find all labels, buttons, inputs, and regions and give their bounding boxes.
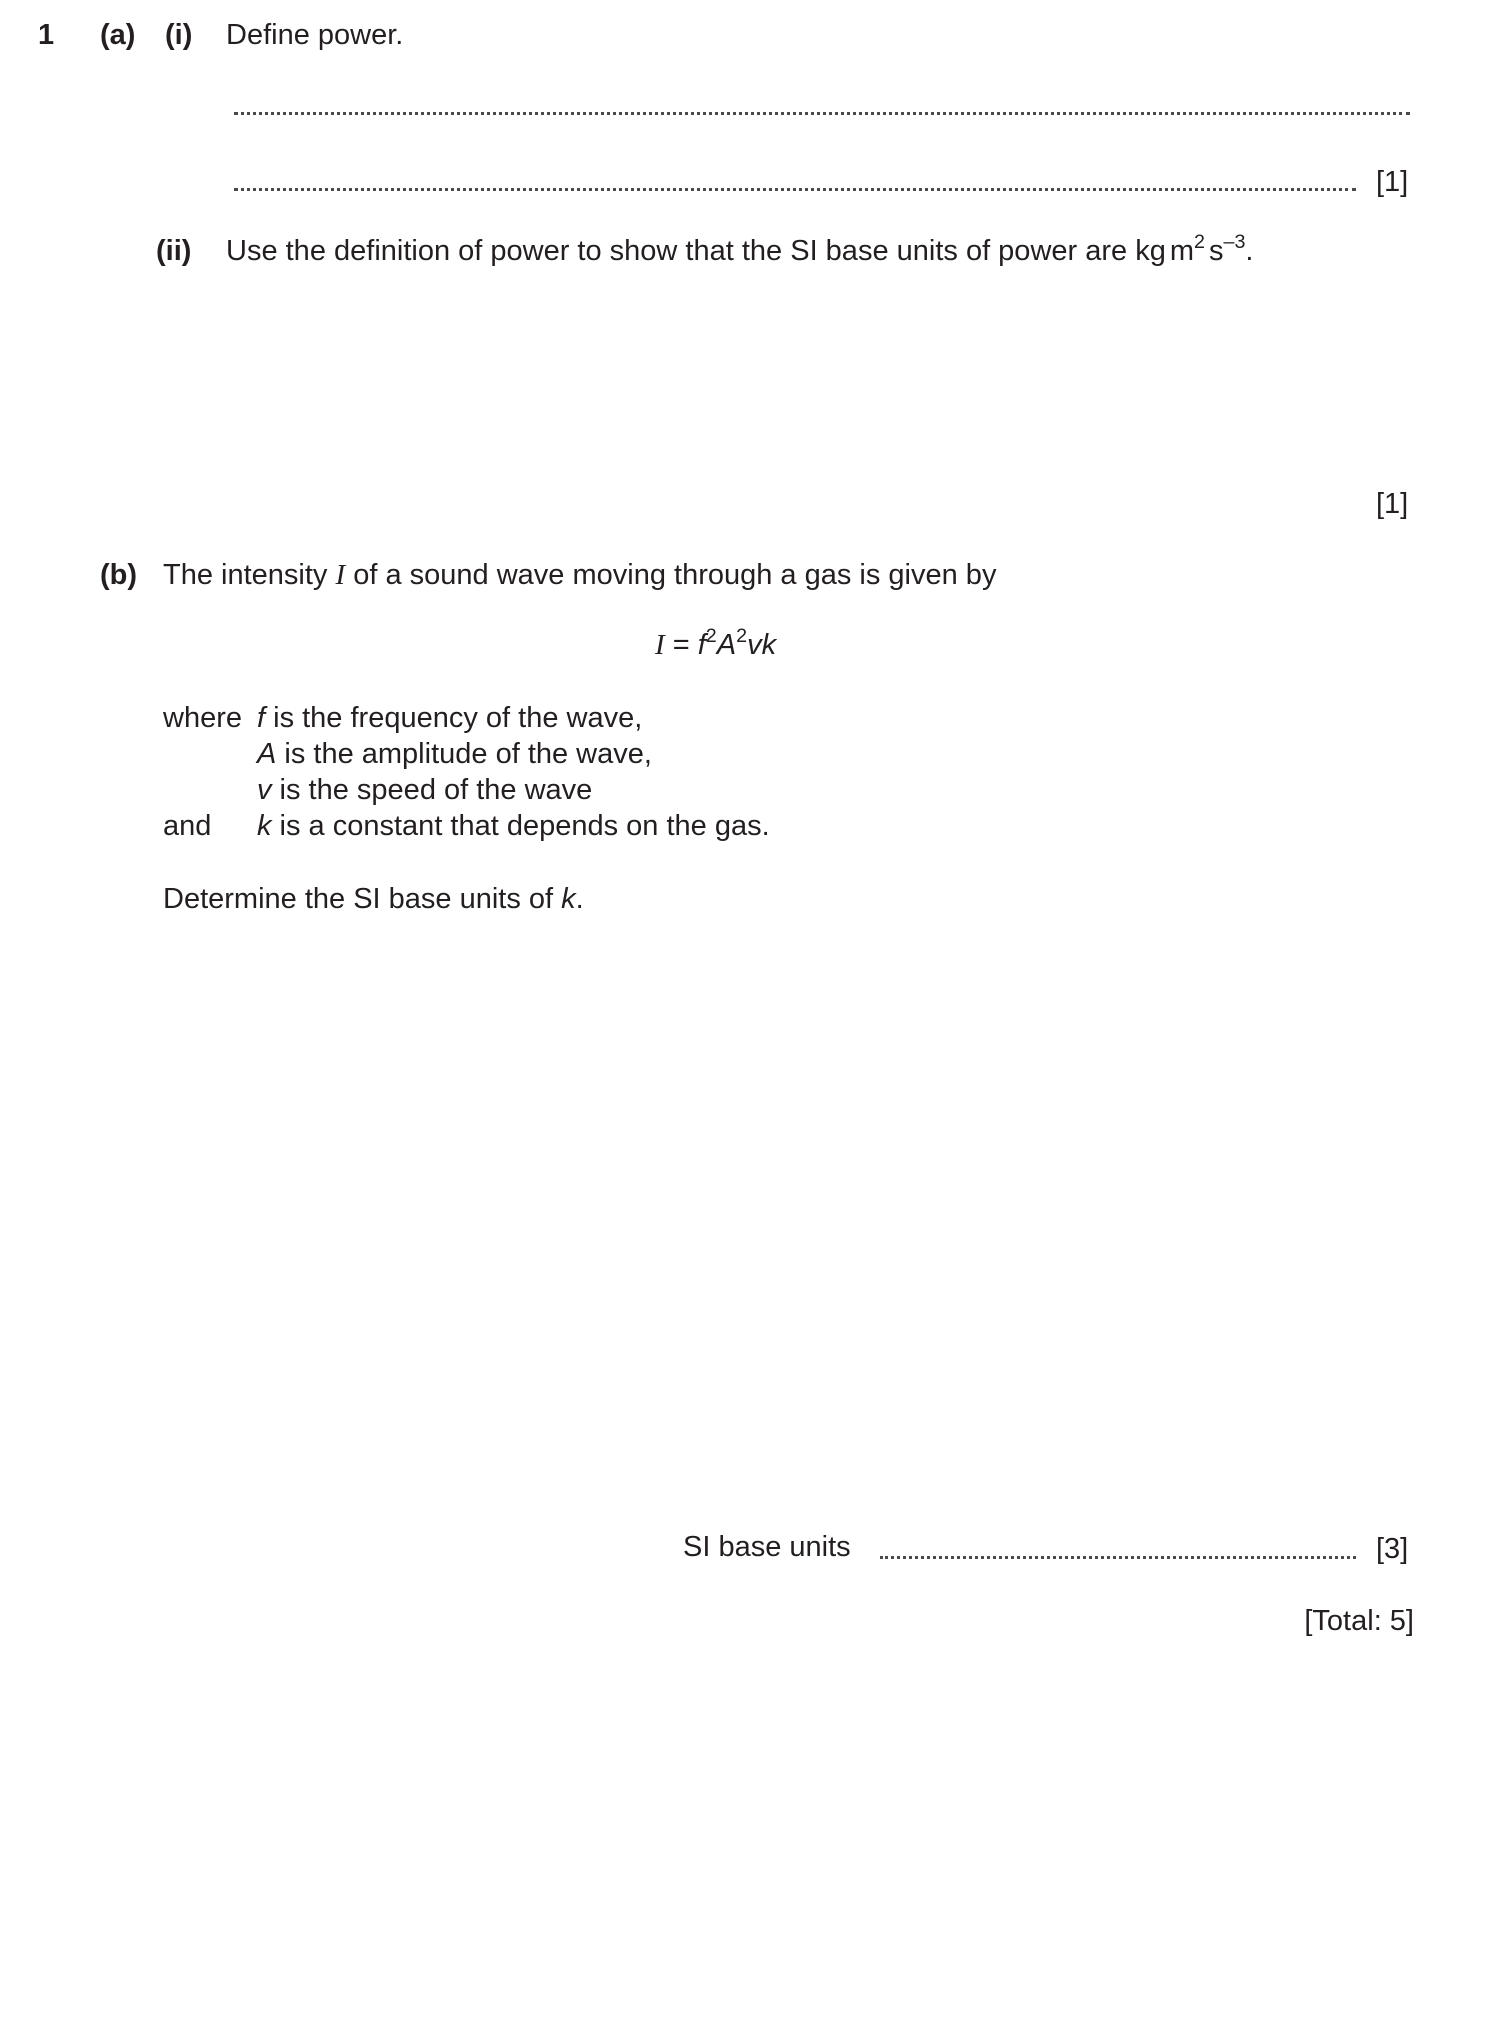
answer-line-1[interactable]: [234, 112, 1410, 115]
working-space-b[interactable]: [163, 935, 1408, 1525]
and-word: and: [163, 810, 212, 842]
answer-line-2[interactable]: [234, 188, 1356, 191]
intensity-equation: $I = f^2A^2vk$: [655, 624, 777, 661]
part-a-ii-prompt: Use the definition of power to show that the SI base units of power are kg $m^2$ $s^{-3}$.: [226, 230, 1254, 267]
si-base-units-answer-line[interactable]: [880, 1556, 1356, 1559]
part-a-i-prompt: Define power.: [226, 19, 404, 51]
part-a-ii-marks: [1]: [1376, 488, 1409, 520]
definition-k: k is a constant that depends on the gas.: [257, 810, 770, 842]
part-a-ii-label: (ii): [156, 235, 192, 267]
part-a-label: (a): [100, 19, 136, 51]
part-a-i-marks: [1]: [1376, 166, 1409, 198]
question-number: 1: [38, 19, 55, 51]
part-a-i-label: (i): [165, 19, 193, 51]
part-b-task: Determine the SI base units of k.: [163, 883, 584, 915]
part-b-intro: The intensity I of a sound wave moving through a gas is given by: [163, 559, 997, 591]
working-space-a-ii[interactable]: [226, 285, 1406, 470]
part-b-marks: [3]: [1376, 1533, 1409, 1565]
definition-a: A is the amplitude of the wave,: [257, 738, 652, 770]
definition-f: f is the frequency of the wave,: [257, 702, 643, 734]
definition-v: v is the speed of the wave: [257, 774, 593, 806]
where-word: where: [163, 702, 242, 734]
si-base-units-label: SI base units: [683, 1531, 851, 1563]
total-marks: [Total: 5]: [1304, 1605, 1414, 1637]
part-b-label: (b): [100, 559, 138, 591]
